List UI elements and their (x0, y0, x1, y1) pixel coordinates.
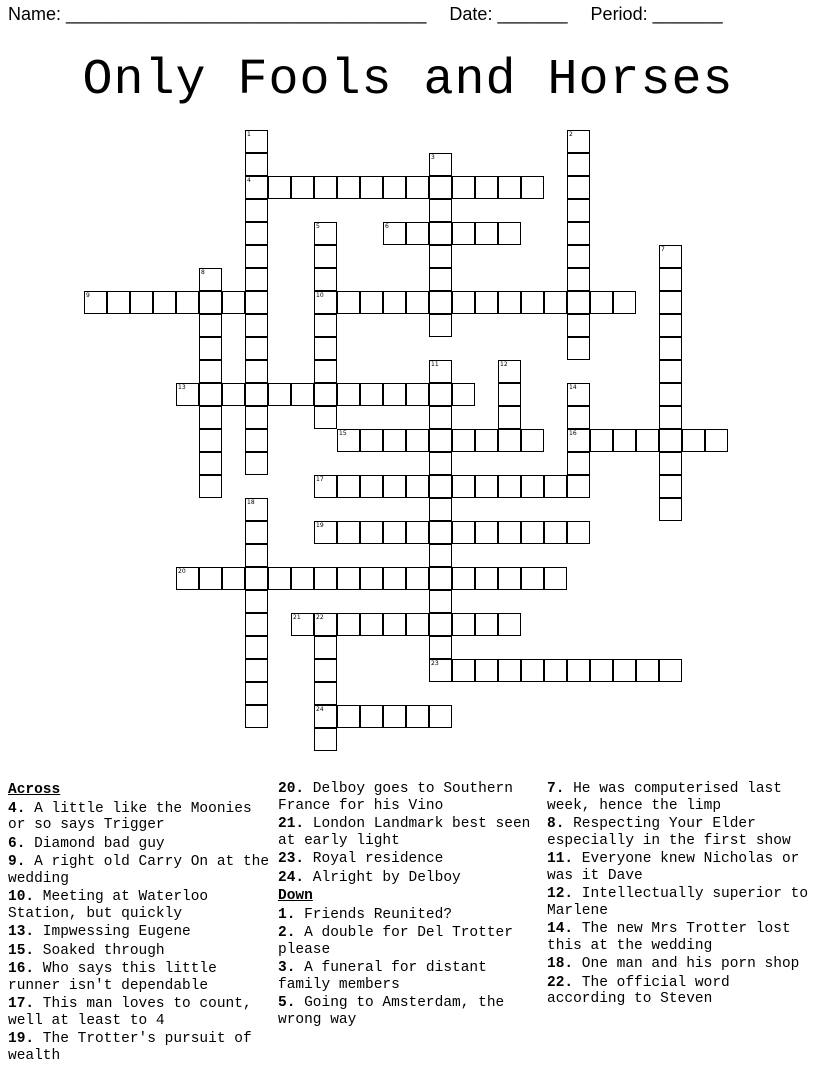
grid-cell[interactable] (268, 567, 291, 590)
clue-text: Impwessing Eugene (34, 924, 191, 940)
clue-number-15: 15 (339, 430, 347, 437)
grid-cell[interactable] (314, 245, 337, 268)
grid-cell[interactable] (567, 406, 590, 429)
grid-cell[interactable] (521, 567, 544, 590)
clue-text: Friends Reunited? (295, 906, 453, 923)
clue-text: This man loves to count, well at least to 4 (8, 996, 252, 1029)
clue-item (547, 956, 809, 973)
grid-cell[interactable] (245, 153, 268, 176)
clue-number-1: 1 (247, 131, 251, 138)
grid-cell[interactable] (199, 567, 222, 590)
grid-cell[interactable] (498, 613, 521, 636)
grid-cell[interactable] (176, 291, 199, 314)
clue-text: Intellectually superior to Marlene (547, 886, 809, 919)
clue-text: The official word according to Steven (547, 974, 730, 1007)
clue-number: 11. (547, 851, 574, 867)
grid-cell[interactable] (429, 636, 452, 659)
grid-cell[interactable] (406, 176, 429, 199)
grid-cell[interactable] (659, 659, 682, 682)
clue-item (278, 907, 540, 924)
grid-cell[interactable] (245, 360, 268, 383)
grid-cell[interactable] (314, 682, 337, 705)
grid-cell[interactable] (222, 383, 245, 406)
clue-number-22: 22 (316, 614, 324, 621)
grid-cell[interactable] (613, 429, 636, 452)
grid-cell[interactable] (153, 291, 176, 314)
grid-cell[interactable] (521, 176, 544, 199)
grid-cell[interactable] (475, 475, 498, 498)
clue-number-14: 14 (569, 384, 577, 391)
clue-number: 18. (547, 956, 574, 972)
clue-text: Royal residence (304, 851, 444, 867)
clue-number-3: 3 (431, 154, 435, 161)
down-heading: Down (278, 888, 313, 904)
grid-cell[interactable] (659, 268, 682, 291)
grid-cell[interactable] (452, 521, 475, 544)
clue-number: 1. (278, 906, 296, 923)
clue-text: Alright by Delboy (304, 869, 461, 886)
grid-cell[interactable] (659, 314, 682, 337)
clue-item (8, 889, 270, 922)
clue-number: 6. (8, 835, 26, 852)
grid-cell[interactable] (521, 659, 544, 682)
grid-cell[interactable] (659, 406, 682, 429)
grid-cell[interactable] (245, 245, 268, 268)
grid-cell[interactable] (429, 406, 452, 429)
clue-number-23: 23 (431, 660, 439, 667)
clue-item (8, 924, 270, 941)
clue-number-13: 13 (178, 384, 186, 391)
grid-cell[interactable] (429, 245, 452, 268)
grid-cell[interactable] (383, 613, 406, 636)
grid-cell[interactable] (429, 475, 452, 498)
grid-cell[interactable] (199, 452, 222, 475)
clue-text: A funeral for distant family members (278, 960, 487, 993)
grid-cell[interactable] (452, 222, 475, 245)
clue-number: 9. (8, 854, 26, 870)
grid-cell[interactable] (429, 613, 452, 636)
grid-cell[interactable] (245, 682, 268, 705)
grid-cell[interactable] (636, 429, 659, 452)
grid-cell[interactable] (383, 521, 406, 544)
clue-number-2: 2 (569, 131, 573, 138)
grid-cell[interactable] (314, 360, 337, 383)
clue-number-18: 18 (247, 499, 255, 506)
grid-cell[interactable] (659, 498, 682, 521)
grid-cell[interactable] (406, 705, 429, 728)
grid-cell[interactable] (245, 314, 268, 337)
grid-cell[interactable] (659, 360, 682, 383)
grid-cell[interactable] (337, 521, 360, 544)
grid-cell[interactable] (521, 429, 544, 452)
clue-item (278, 960, 540, 993)
clue-item (8, 996, 270, 1029)
grid-cell[interactable] (590, 659, 613, 682)
grid-cell[interactable] (429, 705, 452, 728)
clue-item (547, 781, 809, 814)
grid-cell[interactable] (199, 291, 222, 314)
grid-cell[interactable] (199, 360, 222, 383)
clue-number-20: 20 (178, 568, 186, 575)
grid-cell[interactable] (291, 383, 314, 406)
clue-item (8, 836, 270, 853)
clue-number: 13. (8, 924, 35, 940)
grid-cell[interactable] (314, 567, 337, 590)
grid-cell[interactable] (567, 337, 590, 360)
clue-item (8, 943, 270, 960)
grid-cell[interactable] (590, 291, 613, 314)
grid-cell[interactable] (245, 590, 268, 613)
grid-cell[interactable] (475, 613, 498, 636)
grid-cell[interactable] (199, 314, 222, 337)
grid-cell[interactable] (406, 429, 429, 452)
clue-number: 7. (547, 781, 565, 797)
grid-cell[interactable] (544, 475, 567, 498)
clue-text: The new Mrs Trotter lost this at the wedding (547, 921, 791, 954)
grid-cell[interactable] (314, 383, 337, 406)
grid-cell[interactable] (337, 705, 360, 728)
clue-number-4: 4 (247, 177, 251, 184)
grid-cell[interactable] (429, 498, 452, 521)
clue-text: Going to Amsterdam, the wrong way (278, 995, 505, 1028)
clue-text: One man and his porn shop (573, 956, 800, 972)
clue-text: Delboy goes to Southern France for his Vino (278, 781, 513, 814)
grid-cell[interactable] (406, 222, 429, 245)
grid-cell[interactable] (567, 521, 590, 544)
clue-text: A right old Carry On at the wedding (8, 854, 270, 887)
grid-cell[interactable] (337, 383, 360, 406)
clue-number-5: 5 (316, 223, 320, 230)
grid-cell[interactable] (314, 268, 337, 291)
grid-cell[interactable] (498, 475, 521, 498)
clue-text: London Landmark best seen at early light (278, 816, 531, 849)
grid-cell[interactable] (245, 291, 268, 314)
grid-cell[interactable] (659, 337, 682, 360)
across-heading: Across (8, 782, 61, 798)
clue-item (278, 925, 540, 958)
grid-cell[interactable] (498, 521, 521, 544)
grid-cell[interactable] (107, 291, 130, 314)
grid-cell[interactable] (613, 659, 636, 682)
grid-cell[interactable] (245, 613, 268, 636)
grid-cell[interactable] (360, 176, 383, 199)
clue-number: 20. (278, 781, 305, 797)
grid-cell[interactable] (452, 567, 475, 590)
grid-cell[interactable] (429, 314, 452, 337)
clue-text: He was computerised last week, hence the limp (547, 781, 782, 814)
grid-cell[interactable] (383, 567, 406, 590)
grid-cell[interactable] (452, 429, 475, 452)
grid-cell[interactable] (567, 475, 590, 498)
grid-cell[interactable] (360, 521, 383, 544)
clue-item (547, 921, 809, 954)
grid-cell[interactable] (429, 567, 452, 590)
grid-cell[interactable] (475, 291, 498, 314)
clue-number: 3. (278, 960, 296, 976)
grid-cell[interactable] (659, 475, 682, 498)
grid-cell[interactable] (659, 383, 682, 406)
grid-cell[interactable] (337, 176, 360, 199)
clue-number: 22. (547, 974, 574, 991)
clue-number: 16. (8, 961, 35, 977)
grid-cell[interactable] (314, 659, 337, 682)
grid-cell[interactable] (245, 521, 268, 544)
grid-cell[interactable] (245, 636, 268, 659)
grid-cell[interactable] (429, 291, 452, 314)
grid-cell[interactable] (475, 659, 498, 682)
clue-text: A double for Del Trotter please (278, 925, 513, 958)
grid-cell[interactable] (130, 291, 153, 314)
grid-cell[interactable] (544, 521, 567, 544)
grid-cell[interactable] (245, 383, 268, 406)
grid-cell[interactable] (314, 728, 337, 751)
grid-cell[interactable] (544, 291, 567, 314)
date-field[interactable]: Date: _______ (449, 4, 568, 24)
grid-cell[interactable] (498, 383, 521, 406)
grid-cell[interactable] (682, 429, 705, 452)
grid-cell[interactable] (429, 268, 452, 291)
clue-item (278, 851, 540, 868)
grid-cell[interactable] (498, 406, 521, 429)
clue-number-10: 10 (316, 292, 324, 299)
grid-cell[interactable] (498, 176, 521, 199)
puzzle-title: Only Fools and Horses (82, 52, 734, 109)
grid-cell[interactable] (705, 429, 728, 452)
clue-number: 17. (8, 996, 35, 1012)
clue-text: Respecting Your Elder especially in the first show (547, 816, 791, 849)
grid-cell[interactable] (383, 291, 406, 314)
clue-item (278, 816, 540, 849)
grid-cell[interactable] (314, 314, 337, 337)
grid-cell[interactable] (314, 636, 337, 659)
clue-text: Diamond bad guy (25, 835, 165, 852)
grid-cell[interactable] (636, 659, 659, 682)
grid-cell[interactable] (544, 659, 567, 682)
grid-cell[interactable] (314, 406, 337, 429)
clue-number-24: 24 (316, 706, 324, 713)
grid-cell[interactable] (383, 383, 406, 406)
grid-cell[interactable] (406, 383, 429, 406)
grid-cell[interactable] (360, 567, 383, 590)
clue-number: 19. (8, 1031, 35, 1047)
grid-cell[interactable] (475, 567, 498, 590)
grid-cell[interactable] (429, 452, 452, 475)
grid-cell[interactable] (429, 544, 452, 567)
grid-cell[interactable] (337, 613, 360, 636)
grid-cell[interactable] (452, 475, 475, 498)
grid-cell[interactable] (544, 567, 567, 590)
grid-cell[interactable] (659, 452, 682, 475)
grid-cell[interactable] (360, 291, 383, 314)
clue-number: 24. (278, 869, 305, 886)
clue-number: 8. (547, 816, 565, 832)
grid-cell[interactable] (498, 222, 521, 245)
grid-cell[interactable] (567, 245, 590, 268)
grid-cell[interactable] (567, 153, 590, 176)
grid-cell[interactable] (406, 567, 429, 590)
clue-number-7: 7 (661, 246, 665, 253)
grid-cell[interactable] (199, 475, 222, 498)
grid-cell[interactable] (659, 291, 682, 314)
clue-number: 5. (278, 995, 296, 1011)
grid-cell[interactable] (498, 291, 521, 314)
clue-item (8, 1031, 270, 1064)
clue-number-11: 11 (431, 361, 439, 368)
grid-cell[interactable] (199, 406, 222, 429)
clue-item (278, 781, 540, 814)
clue-item (547, 886, 809, 919)
clue-column-3 (547, 781, 809, 1010)
grid-cell[interactable] (268, 176, 291, 199)
grid-cell[interactable] (452, 176, 475, 199)
clue-number-16: 16 (569, 430, 577, 437)
grid-cell[interactable] (245, 337, 268, 360)
clue-item (278, 870, 540, 887)
grid-cell[interactable] (222, 567, 245, 590)
grid-cell[interactable] (475, 222, 498, 245)
name-field[interactable]: Name: ____________________________________ (8, 4, 427, 24)
grid-cell[interactable] (406, 291, 429, 314)
clue-number-12: 12 (500, 361, 508, 368)
grid-cell[interactable] (429, 521, 452, 544)
grid-cell[interactable] (291, 176, 314, 199)
grid-cell[interactable] (291, 567, 314, 590)
clue-number: 4. (8, 800, 26, 817)
grid-cell[interactable] (337, 291, 360, 314)
grid-cell[interactable] (245, 406, 268, 429)
clue-number-17: 17 (316, 476, 324, 483)
grid-cell[interactable] (383, 475, 406, 498)
grid-cell[interactable] (337, 567, 360, 590)
clue-item (547, 816, 809, 849)
grid-cell[interactable] (314, 176, 337, 199)
grid-cell[interactable] (337, 475, 360, 498)
grid-cell[interactable] (245, 199, 268, 222)
grid-cell[interactable] (360, 613, 383, 636)
grid-cell[interactable] (567, 659, 590, 682)
grid-cell[interactable] (406, 613, 429, 636)
grid-cell[interactable] (567, 199, 590, 222)
grid-cell[interactable] (360, 429, 383, 452)
grid-cell[interactable] (245, 268, 268, 291)
clue-number: 14. (547, 921, 574, 937)
grid-cell[interactable] (429, 590, 452, 613)
grid-cell[interactable] (360, 475, 383, 498)
grid-cell[interactable] (383, 705, 406, 728)
clue-number: 23. (278, 851, 305, 867)
grid-cell[interactable] (245, 659, 268, 682)
grid-cell[interactable] (199, 429, 222, 452)
grid-cell[interactable] (567, 222, 590, 245)
grid-cell[interactable] (199, 337, 222, 360)
grid-cell[interactable] (245, 429, 268, 452)
grid-cell[interactable] (429, 199, 452, 222)
grid-cell[interactable] (475, 176, 498, 199)
grid-cell[interactable] (245, 222, 268, 245)
grid-cell[interactable] (429, 383, 452, 406)
grid-cell[interactable] (567, 291, 590, 314)
clue-item (8, 801, 270, 834)
clue-text: The Trotter's pursuit of wealth (8, 1031, 252, 1064)
grid-cell[interactable] (268, 383, 291, 406)
grid-cell[interactable] (452, 659, 475, 682)
grid-cell[interactable] (406, 521, 429, 544)
clue-text: Everyone knew Nicholas or was it Dave (547, 851, 800, 884)
grid-cell[interactable] (429, 429, 452, 452)
grid-cell[interactable] (475, 429, 498, 452)
clue-item (547, 975, 809, 1008)
grid-cell[interactable] (452, 613, 475, 636)
grid-cell[interactable] (406, 475, 429, 498)
clue-item (278, 995, 540, 1028)
grid-cell[interactable] (199, 383, 222, 406)
grid-cell[interactable] (429, 176, 452, 199)
clue-number-8: 8 (201, 269, 205, 276)
grid-cell[interactable] (521, 291, 544, 314)
clue-number-9: 9 (86, 292, 90, 299)
grid-cell[interactable] (613, 291, 636, 314)
clue-number-19: 19 (316, 522, 324, 529)
grid-cell[interactable] (360, 705, 383, 728)
clue-number-6: 6 (385, 223, 389, 230)
clue-text: Soaked through (34, 942, 165, 959)
period-field[interactable]: Period: _______ (590, 4, 723, 24)
grid-cell[interactable] (314, 337, 337, 360)
grid-cell[interactable] (567, 268, 590, 291)
grid-cell[interactable] (429, 222, 452, 245)
clue-text: A little like the Moonies or so says Trigger (8, 800, 252, 833)
clue-number: 15. (8, 942, 35, 959)
grid-cell[interactable] (245, 705, 268, 728)
grid-cell[interactable] (590, 429, 613, 452)
clue-item (547, 851, 809, 884)
grid-cell[interactable] (521, 475, 544, 498)
grid-cell[interactable] (567, 314, 590, 337)
clue-column-2 (278, 781, 540, 1030)
grid-cell[interactable] (521, 521, 544, 544)
clue-number: 12. (547, 886, 574, 902)
grid-cell[interactable] (383, 429, 406, 452)
clue-number: 21. (278, 816, 305, 832)
grid-cell[interactable] (222, 291, 245, 314)
grid-cell[interactable] (245, 567, 268, 590)
clue-column-1 (8, 781, 270, 1066)
grid-cell[interactable] (383, 176, 406, 199)
clue-text: Meeting at Waterloo Station, but quickly (8, 889, 209, 922)
grid-cell[interactable] (245, 544, 268, 567)
clue-text: Who says this little runner isn't dependable (8, 961, 217, 994)
clue-number-21: 21 (293, 614, 301, 621)
grid-cell[interactable] (245, 452, 268, 475)
grid-cell[interactable] (567, 176, 590, 199)
grid-cell[interactable] (452, 383, 475, 406)
grid-cell[interactable] (475, 521, 498, 544)
clue-number: 2. (278, 925, 296, 941)
grid-cell[interactable] (498, 659, 521, 682)
grid-cell[interactable] (452, 291, 475, 314)
grid-cell[interactable] (567, 452, 590, 475)
clue-item (8, 854, 270, 887)
grid-cell[interactable] (659, 429, 682, 452)
grid-cell[interactable] (498, 429, 521, 452)
grid-cell[interactable] (498, 567, 521, 590)
grid-cell[interactable] (360, 383, 383, 406)
clue-number: 10. (8, 889, 35, 905)
clue-item (8, 961, 270, 994)
